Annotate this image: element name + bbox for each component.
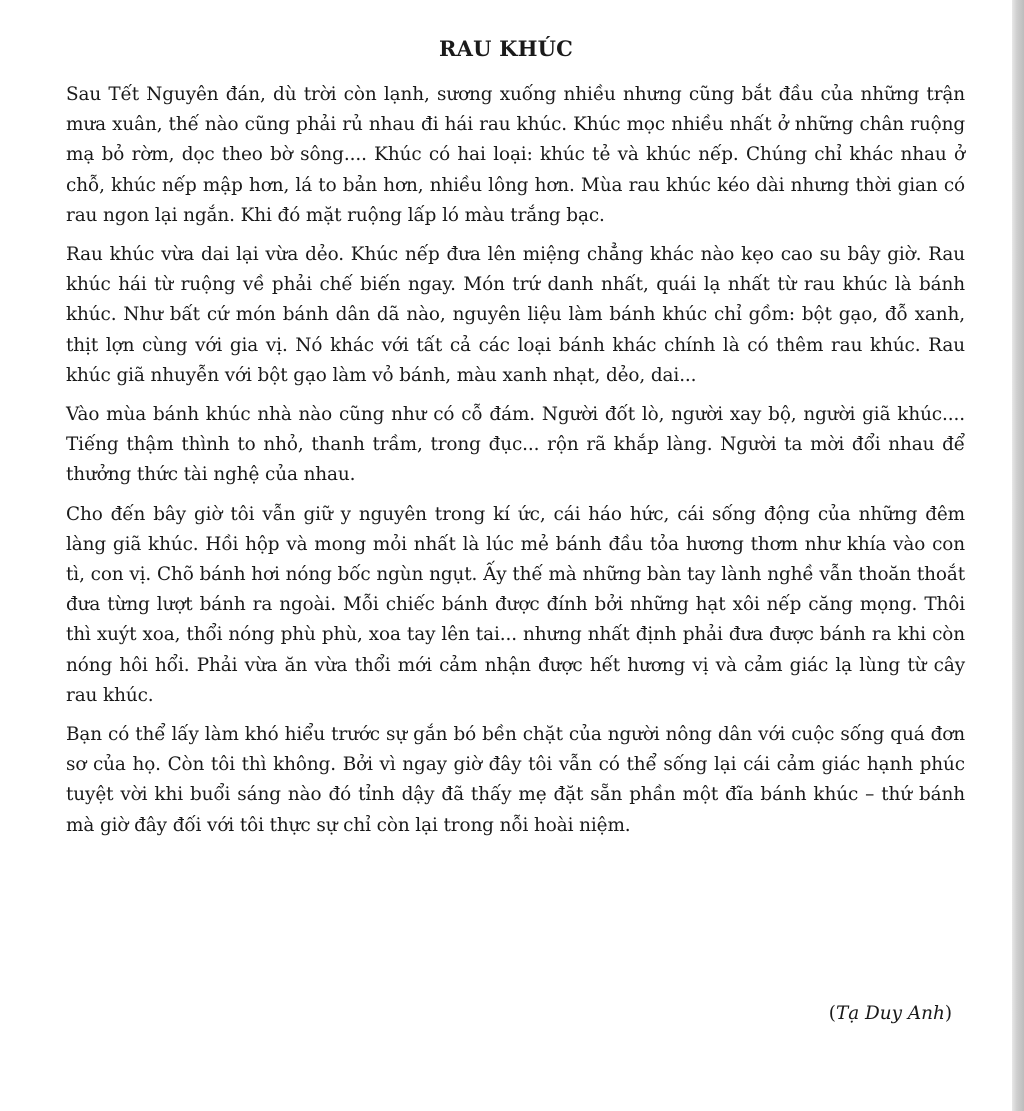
paragraph-5: Bạn có thể lấy làm khó hiểu trước sự gắn bó bền chặt của người nông dân với cuộc sống quá đơn sơ của họ. Còn tôi thì không. Bởi vì ngay giờ đây tôi vẫn có thể sống lại cái cảm giác hạnh phúc tuyệt vời khi buổi sáng nào đó tỉnh dậy đã thấy mẹ đặt sẵn phần một đĩa bánh khúc – thứ bánh mà giờ đây đối với tôi thực sự chỉ còn lại trong nỗi hoài niệm. [66,724,965,836]
author-attribution [829,1003,952,1024]
paragraph-3: Vào mùa bánh khúc nhà nào cũng như có cỗ đám. Người đốt lò, người xay bộ, người giã khúc.... Tiếng thậm thình to nhỏ, thanh trầm, trong đục... rộn rã khắp làng. Người ta mời đổi nhau để thưởng thức tài nghệ của nhau. [66,404,965,486]
author-open-paren: ( [828,1003,836,1024]
document-title: RAU KHÚC [438,36,574,61]
document-body [66,80,965,850]
paragraph-2: Rau khúc vừa dai lại vừa dẻo. Khúc nếp đưa lên miệng chẳng khác nào kẹo cao su bây giờ. Rau khúc hái từ ruộng về phải chế biến ngay. Món trứ danh nhất, quái lạ nhất từ rau khúc là bánh khúc. Như bất cứ món bánh dân dã nào, nguyên liệu làm bánh khúc chỉ gồm: bột gạo, đỗ xanh, thịt lợn cùng với gia vị. Nó khác với tất cả các loại bánh khác chính là có thêm rau khúc. Rau khúc giã nhuyễn với bột gạo làm vỏ bánh, màu xanh nhạt, dẻo, dai... [66,244,965,386]
page-edge-shadow [1012,0,1024,1111]
paragraph-4: Cho đến bây giờ tôi vẫn giữ y nguyên trong kí ức, cái háo hức, cái sống động của những đêm làng giã khúc. Hồi hộp và mong mỏi nhất là lúc mẻ bánh đầu tỏa hương thơm như khía vào con tì, con vị. Chõ bánh hơi nóng bốc ngùn ngụt. Ấy thế mà những bàn tay lành nghề vẫn thoăn thoắt đưa từng lượt bánh ra ngoài. Mỗi chiếc bánh được đính bởi những hạt xôi nếp căng mọng. Thôi thì xuýt xoa, thổi nóng phù phù, xoa tay lên tai... nhưng nhất định phải đưa được bánh ra khi còn nóng hôi hổi. Phải vừa ăn vừa thổi mới cảm nhận được hết hương vị và cảm giác lạ lùng từ cây rau khúc. [66,503,965,706]
paragraph-1: Sau Tết Nguyên đán, dù trời còn lạnh, sương xuống nhiều nhưng cũng bắt đầu của những trận mưa xuân, thế nào cũng phải rủ nhau đi hái rau khúc. Khúc mọc nhiều nhất ở những chân ruộng mạ bỏ rờm, dọc theo bờ sông.... Khúc có hai loại: khúc tẻ và khúc nếp. Chúng chỉ khác nhau ở chỗ, khúc nếp mập hơn, lá to bản hơn, nhiều lông hơn. Mùa rau khúc kéo dài nhưng thời gian có rau ngon lại ngắn. Khi đó mặt ruộng lấp ló màu trắng bạc. [66,84,965,226]
author-name: Tạ Duy Anh [835,1003,945,1024]
author-close-paren: ) [944,1003,952,1024]
